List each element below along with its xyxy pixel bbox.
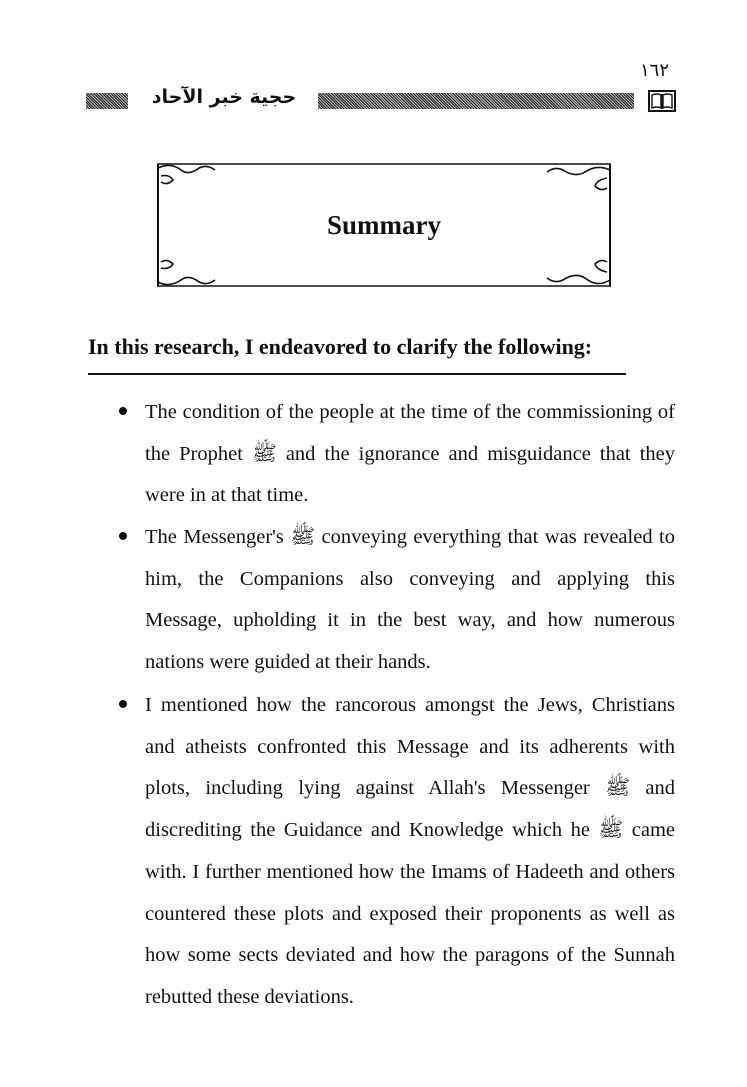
page-number: ١٦٢ <box>640 60 670 81</box>
intro-heading: In this research, I endeavored to clarify the following: <box>88 334 593 359</box>
title-frame <box>155 160 613 290</box>
list-item: I mentioned how the rancorous amongst the Jews, Christians and atheists confronted this Message and its adherents with plots, including lying against Allah's Messenger ﷺ and discrediting the Guidance and Knowledge which he ﷺ came with. I further mentioned how the Imams of Hadeeth and others countered these plots and exposed their proponents as well as how some sects deviated and how the paragons of the Sunnah rebutted these deviations. <box>145 694 675 1008</box>
header-hatch-left <box>86 93 128 109</box>
bullet-dot <box>119 532 127 540</box>
intro-underline <box>88 373 626 375</box>
open-book-icon <box>648 90 676 112</box>
bullet-dot <box>119 700 127 708</box>
list-item: The Messenger's ﷺ conveying everything that was revealed to him, the Companions also conveying and applying this Message, upholding it in the best way, and how numerous nations were guided at their hands. <box>145 526 675 674</box>
running-header <box>86 86 686 116</box>
bullet-dot <box>119 407 127 415</box>
summary-title: Summary <box>327 210 441 240</box>
running-title: حجية خبر الآحاد <box>151 86 297 108</box>
list-item: The condition of the people at the time of the commissioning of the Prophet ﷺ and the ignorance and misguidance that they were in at that time. <box>145 401 675 507</box>
header-hatch-right <box>318 93 634 109</box>
